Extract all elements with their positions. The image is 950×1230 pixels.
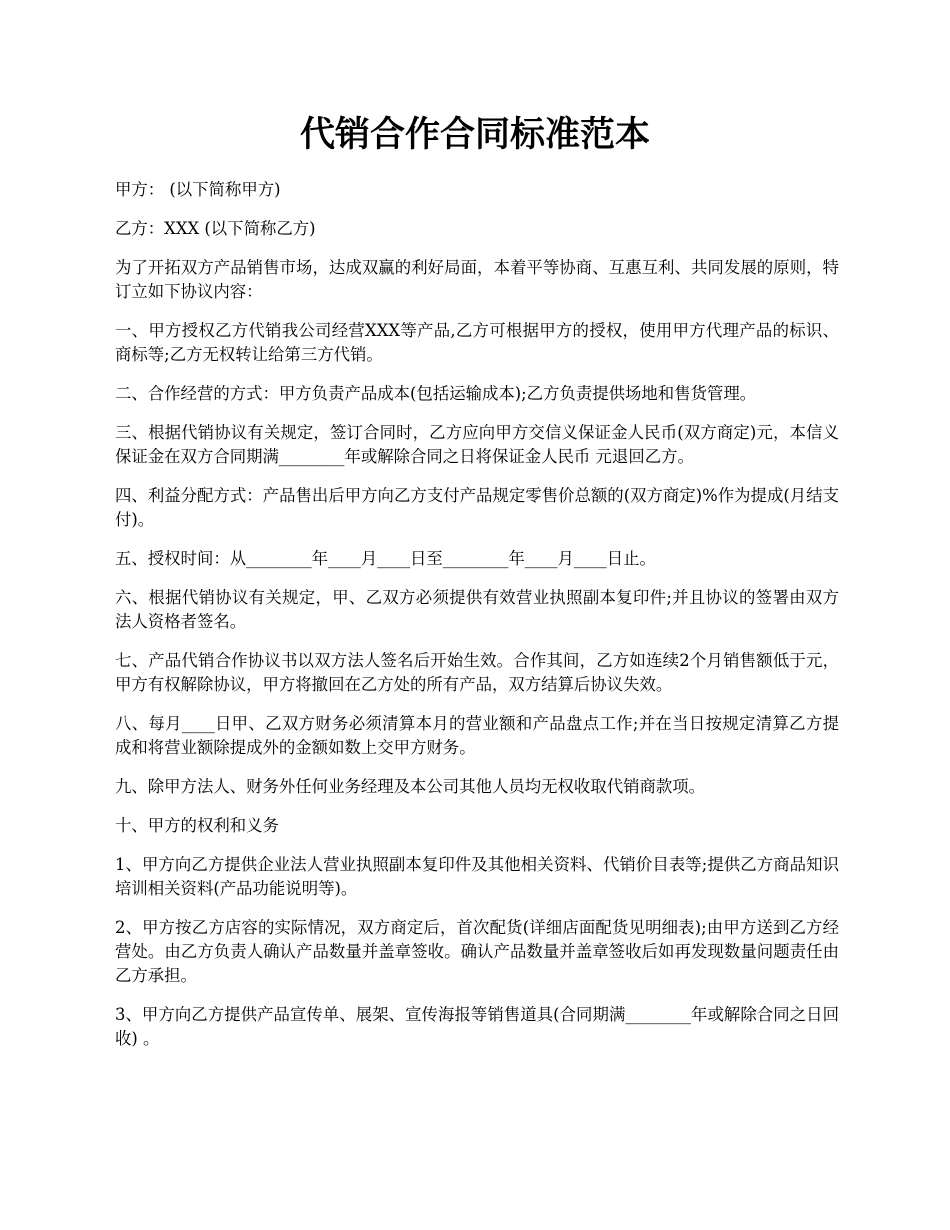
document-body (115, 178, 839, 1066)
clause-9-paragraph: 九、除甲方法人、财务外任何业务经理及本公司其他人员均无权收取代销商款项。 (115, 777, 706, 796)
clause-2-paragraph: 二、合作经营的方式：甲方负责产品成本(包括运输成本);乙方负责提供场地和售货管理。 (115, 384, 757, 403)
preamble-paragraph: 为了开拓双方产品销售市场，达成双赢的利好局面，本着平等协商、互惠互利、共同发展的原则，特订立如下协议内容： (115, 258, 839, 301)
party-a-line: 甲方： (以下简称甲方) (115, 180, 281, 199)
clause-4-paragraph: 四、利益分配方式：产品售出后甲方向乙方支付产品规定零售价总额的(双方商定)%作为提成(月结支付)。 (115, 486, 839, 529)
clause-5-paragraph: 五、授权时间：从________年____月____日至________年____月____日止。 (115, 549, 656, 568)
clause-1-paragraph: 一、甲方授权乙方代销我公司经营XXX等产品,乙方可根据甲方的授权，使用甲方代理产品的标识、商标等;乙方无权转让给第三方代销。 (115, 321, 839, 364)
party-b-line: 乙方：XXX (以下简称乙方) (115, 219, 316, 238)
clause-10-item-1: 1、甲方向乙方提供企业法人营业执照副本复印件及其他相关资料、代销价目表等;提供乙方商品知识培训相关资料(产品功能说明等)。 (115, 855, 839, 898)
document-title: 代销合作合同标准范本 (299, 114, 650, 155)
clause-6-paragraph: 六、根据代销协议有关规定，甲、乙双方必须提供有效营业执照副本复印件;并且协议的签署由双方法人资格者签名。 (115, 588, 839, 631)
clause-3-paragraph: 三、根据代销协议有关规定，签订合同时，乙方应向甲方交信义保证金人民币(双方商定)元，本信义保证金在双方合同期满________年或解除合同之日将保证金人民币 元退回乙方。 (115, 423, 839, 466)
clause-10-item-2: 2、甲方按乙方店容的实际情况，双方商定后，首次配货(详细店面配货见明细表);由甲方送到乙方经营处。由乙方负责人确认产品数量并盖章签收。确认产品数量并盖章签收后如再发现数量问题责任由乙方承担。 (115, 918, 839, 985)
clause-8-paragraph: 八、每月____日甲、乙双方财务必须清算本月的营业额和产品盘点工作;并在当日按规定清算乙方提成和将营业额除提成外的金额如数上交甲方财务。 (115, 714, 839, 757)
clause-10-heading: 十、甲方的权利和义务 (115, 816, 279, 835)
clause-7-paragraph: 七、产品代销合作协议书以双方法人签名后开始生效。合作其间，乙方如连续2个月销售额低于元，甲方有权解除协议，甲方将撤回在乙方处的所有产品，双方结算后协议失效。 (115, 651, 839, 694)
clause-10-item-3: 3、甲方向乙方提供产品宣传单、展架、宣传海报等销售道具(合同期满________年或解除合同之日回收) 。 (115, 1005, 839, 1048)
